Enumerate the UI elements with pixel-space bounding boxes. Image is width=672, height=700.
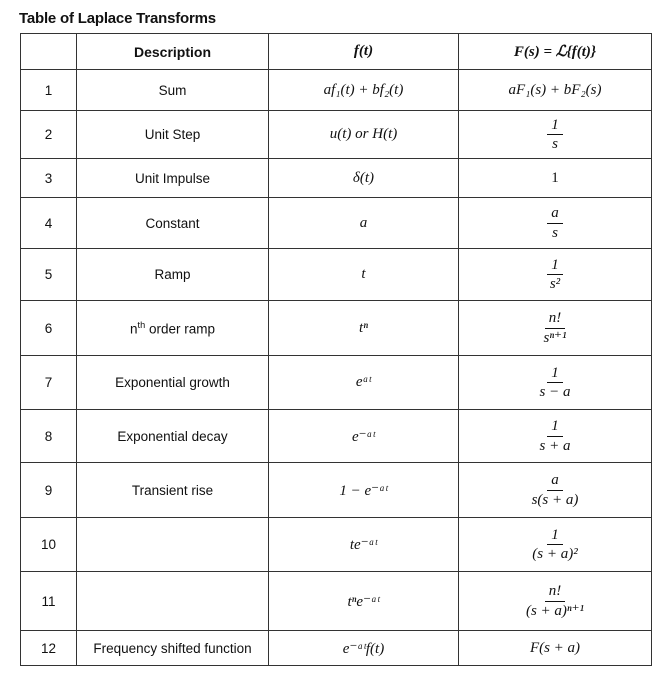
- row-description: Frequency shifted function: [77, 631, 269, 666]
- denominator: s: [552, 136, 558, 152]
- row-f: eᵃᵗ: [269, 356, 459, 410]
- row-F: [459, 463, 652, 518]
- row-description: [77, 518, 269, 572]
- numerator: a: [547, 472, 563, 491]
- denominator: s: [552, 224, 558, 241]
- denominator: s²: [549, 276, 561, 292]
- table-row: [21, 518, 652, 572]
- row-F: [459, 518, 652, 572]
- fraction: [522, 583, 588, 619]
- fraction: [540, 310, 571, 346]
- row-f: te⁻ᵃᵗ: [269, 518, 459, 572]
- denominator: (s + a)²: [532, 546, 578, 562]
- row-description: [77, 572, 269, 631]
- row-description: Exponential decay: [77, 410, 269, 463]
- row-number: 4: [21, 198, 77, 249]
- row-number: 5: [21, 249, 77, 301]
- table-row: [21, 463, 652, 518]
- fraction: [536, 365, 575, 401]
- row-description: Ramp: [77, 249, 269, 301]
- row-F: aF₁(s) + bF₂(s): [459, 70, 652, 111]
- row-F: [459, 356, 652, 410]
- denominator: s + a: [539, 437, 571, 454]
- table-row: [21, 111, 652, 159]
- row-f: t: [269, 249, 459, 301]
- numerator: 1: [547, 527, 563, 546]
- row-f: a: [269, 198, 459, 249]
- table-row: [21, 631, 652, 666]
- row-f: e⁻ᵃᵗf(t): [269, 631, 459, 666]
- header-row: [21, 34, 652, 70]
- row-F: [459, 249, 652, 301]
- header-f: f(t): [269, 34, 459, 70]
- desc-base: n: [130, 321, 138, 337]
- denominator: (s + a)ⁿ⁺¹: [525, 602, 585, 619]
- row-f: e⁻ᵃᵗ: [269, 410, 459, 463]
- row-number: 6: [21, 301, 77, 356]
- row-F: [459, 572, 652, 631]
- row-description: Unit Impulse: [77, 159, 269, 198]
- fraction: [547, 117, 563, 153]
- table-row: [21, 301, 652, 356]
- fraction: [546, 257, 564, 293]
- row-f: u(t) or H(t): [269, 111, 459, 159]
- row-f: 1 − e⁻ᵃᵗ: [269, 463, 459, 518]
- denominator: s(s + a): [531, 491, 579, 508]
- row-f: δ(t): [269, 159, 459, 198]
- table-row: [21, 249, 652, 301]
- header-description: Description: [77, 34, 269, 70]
- numerator: n!: [545, 583, 566, 602]
- row-number: 9: [21, 463, 77, 518]
- row-F: [459, 111, 652, 159]
- row-F: [459, 198, 652, 249]
- row-F: [459, 410, 652, 463]
- numerator: a: [547, 205, 563, 224]
- row-number: 3: [21, 159, 77, 198]
- row-description: Transient rise: [77, 463, 269, 518]
- header-F: F(s) = ℒ{f(t)}: [459, 34, 652, 70]
- table-row: [21, 159, 652, 198]
- laplace-table: [20, 33, 652, 666]
- numerator: 1: [547, 418, 563, 437]
- row-description: [77, 301, 269, 356]
- row-number: 8: [21, 410, 77, 463]
- row-description: Constant: [77, 198, 269, 249]
- row-f: tⁿe⁻ᵃᵗ: [269, 572, 459, 631]
- table-row: [21, 356, 652, 410]
- row-f: tⁿ: [269, 301, 459, 356]
- numerator: 1: [547, 257, 563, 276]
- row-number: 11: [21, 572, 77, 631]
- row-f: af₁(t) + bf₂(t): [269, 70, 459, 111]
- row-F: 1: [459, 159, 652, 198]
- header-index: [21, 34, 77, 70]
- row-description: Unit Step: [77, 111, 269, 159]
- row-number: 10: [21, 518, 77, 572]
- row-description: Exponential growth: [77, 356, 269, 410]
- table-row: [21, 70, 652, 111]
- numerator: 1: [547, 117, 563, 136]
- row-number: 1: [21, 70, 77, 111]
- fraction: [528, 472, 583, 508]
- row-F: [459, 301, 652, 356]
- row-description: Sum: [77, 70, 269, 111]
- row-F: F(s + a): [459, 631, 652, 666]
- fraction: [547, 205, 563, 241]
- table-title: Table of Laplace Transforms: [19, 10, 216, 27]
- row-number: 2: [21, 111, 77, 159]
- table-row: [21, 572, 652, 631]
- numerator: n!: [545, 310, 566, 329]
- table-row: [21, 410, 652, 463]
- fraction: [536, 418, 575, 454]
- fraction: [528, 527, 581, 563]
- desc-sup: th: [137, 319, 146, 330]
- table-row: [21, 198, 652, 249]
- denominator: s − a: [539, 384, 571, 400]
- row-number: 7: [21, 356, 77, 410]
- row-number: 12: [21, 631, 77, 666]
- desc-rest: order ramp: [145, 321, 215, 337]
- denominator: sⁿ⁺¹: [543, 329, 567, 346]
- numerator: 1: [547, 365, 563, 384]
